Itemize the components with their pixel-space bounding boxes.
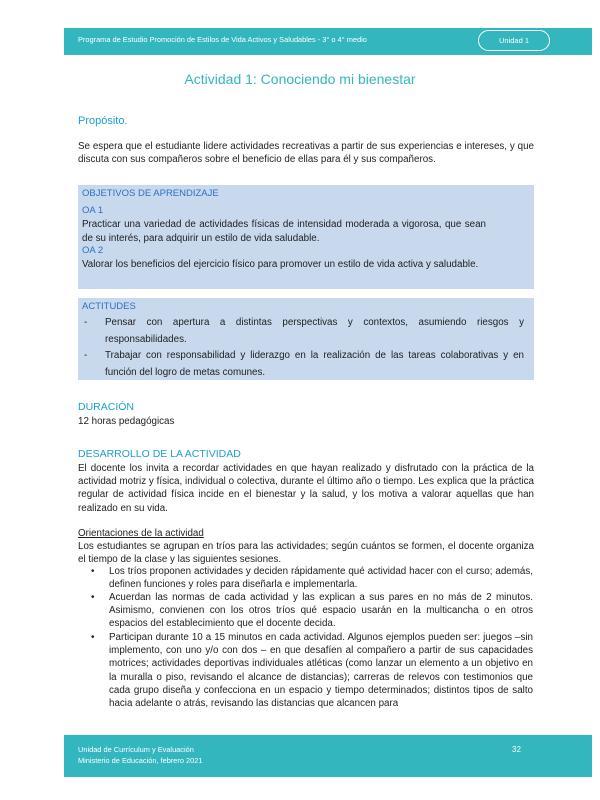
duration-text: 12 horas pedagógicas [78,416,175,427]
oa1-code: OA 1 [82,205,104,216]
footer-institution: Unidad de Currículum y Evaluación [78,745,194,754]
attitudes-box [78,298,534,380]
page-number: 32 [512,745,521,754]
page-title: Actividad 1: Conociendo mi bienestar [184,71,416,87]
duration-heading: DURACIÓN [78,401,135,413]
list-item: • Participan durante 10 a 15 minutos en cada actividad. Algunos ejemplos pueden ser: juegos –sin implemento, con uno y/o con dos – en que desafíen al compañero a partir de sus capacidades motrices; actividades deportivas individuales atléticas (como lanzar un elemento a un objetivo en la muralla o piso, revisando el alcance de distancias); carreras de relevos con testimonios que cada grupo diseña y confecciona en un espacio y tiempo determinados; distintos tipos de salto hacia adelante o atrás, revisando las distancias que alcancen para [91,632,533,710]
attitude-item: - Pensar con apertura a distintas perspectivas y contextos, asumiendo riesgos y responsabilidades. [84,317,524,345]
program-title: Programa de Estudio Promoción de Estilos de Vida Activos y Saludables - 3° o 4° medio [78,35,367,44]
list-item: • Los tríos proponen actividades y deciden rápidamente qué actividad hacer con el curso; además, definen funciones y roles para diseñarla e implementarla. [91,566,533,591]
purpose-text: Se espera que el estudiante lidere actividades recreativas a partir de sus experiencias e intereses, y que discuta con sus compañeros sobre el beneficio de ellas para él y sus compañeros. [78,141,534,166]
purpose-heading: Propósito. [78,115,128,127]
development-heading: DESARROLLO DE LA ACTIVIDAD [78,448,241,460]
attitudes-heading: ACTITUDES [82,301,136,312]
orientations-heading: Orientaciones de la actividad [78,528,204,539]
orientations-text: Los estudiantes se agrupan en tríos para las actividades; según cuántos se formen, el docente organiza el tiempo de la clase y las siguientes sesiones. [78,541,534,566]
oa2-text: Valorar los beneficios del ejercicio físico para promover un estilo de vida activa y saludable. [82,259,479,270]
objectives-heading: OBJETIVOS DE APRENDIZAJE [82,188,219,199]
oa1-text: Practicar una variedad de actividades físicas de intensidad moderada a vigorosa, que sean de su interés, para adquirir un estilo de vida saludable. [82,219,486,244]
footer-ministry: Ministerio de Educación, febrero 2021 [78,756,203,765]
objectives-box [78,185,534,289]
list-item: • Acuerdan las normas de cada actividad y las explican a sus pares en no más de 2 minutos. Asimismo, convienen con los otros tríos qué espacio usarán en la multicancha o en otros espacios del establecimiento que el docente decida. [91,592,533,630]
unit-badge: Unidad 1 [478,30,550,51]
oa2-code: OA 2 [82,245,104,256]
development-text: El docente los invita a recordar actividades en que hayan realizado y disfrutado con la práctica de la actividad motriz y física, individual o colectiva, durante el último año o tiempo. Les explica que la práctica regular de actividad física incide en el bienestar y la salud, y los motiva a valorar aquellas que han realizado en su vida. [78,463,534,514]
attitude-item: - Trabajar con responsabilidad y liderazgo en la realización de las tareas colaborativas y en función del logro de metas comunes. [84,350,524,378]
